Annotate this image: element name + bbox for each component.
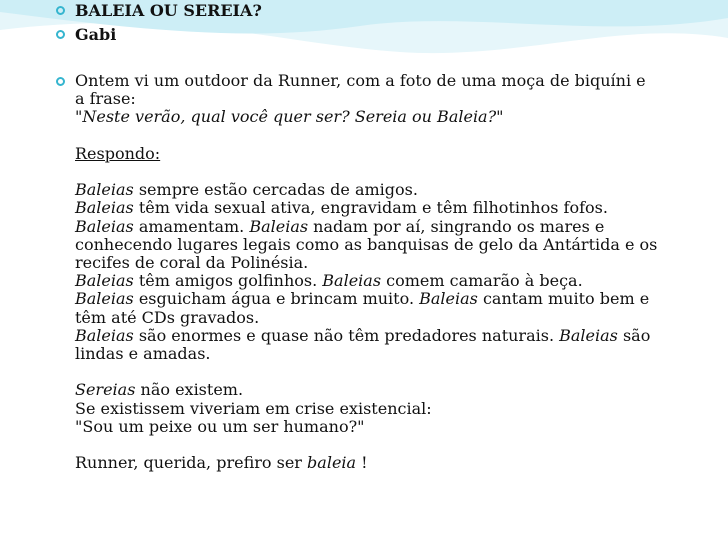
body-line-6: Baleias têm amigos golfinhos. Baleias comem camarão à beça. xyxy=(75,271,583,291)
body-text xyxy=(75,72,705,472)
respondo-heading: Respondo: xyxy=(75,143,161,163)
body-line-7: Baleias esguicham água e brincam muito. Baleias cantam muito bem e xyxy=(75,289,650,309)
body-line-2: Baleias têm vida sexual ativa, engravidam e têm filhotinhos fofos. xyxy=(75,198,608,218)
body-line-5: recifes de coral da Polinésia. xyxy=(75,253,309,272)
body-line-8: têm até CDs gravados. xyxy=(75,307,260,327)
body-line-10: lindas e amadas. xyxy=(75,344,211,364)
sereias-line-3: "Sou um peixe ou um ser humano?" xyxy=(75,416,365,436)
final-line: Runner, querida, prefiro ser baleia ! xyxy=(75,453,368,473)
intro-line-1: Ontem vi um outdoor da Runner, com a foto de uma moça de biquíni e xyxy=(75,71,646,90)
body-line-3: Baleias amamentam. Baleias nadam por aí, singrando os mares e xyxy=(75,216,605,236)
quote-line: "Neste verão, qual você quer ser? Sereia ou Baleia?" xyxy=(75,107,504,127)
slide-title: BALEIA OU SEREIA? xyxy=(75,1,262,20)
bullet-icon xyxy=(56,6,65,15)
intro-line-2: a frase: xyxy=(75,89,136,109)
body-line-1: Baleias sempre estão cercadas de amigos. xyxy=(75,180,418,200)
body-line-9: Baleias são enormes e quase não têm predadores naturais. Baleias são xyxy=(75,325,651,345)
sereias-line-2: Se existissem viveriam em crise existencial: xyxy=(75,398,432,418)
author-name: Gabi xyxy=(75,25,117,44)
bullet-icon xyxy=(56,30,65,39)
sereias-line-1: Sereias não existem. xyxy=(75,380,244,400)
body-line-4: conhecendo lugares legais como as banquisas de gelo da Antártida e os xyxy=(75,234,658,254)
bullet-icon xyxy=(56,77,65,86)
